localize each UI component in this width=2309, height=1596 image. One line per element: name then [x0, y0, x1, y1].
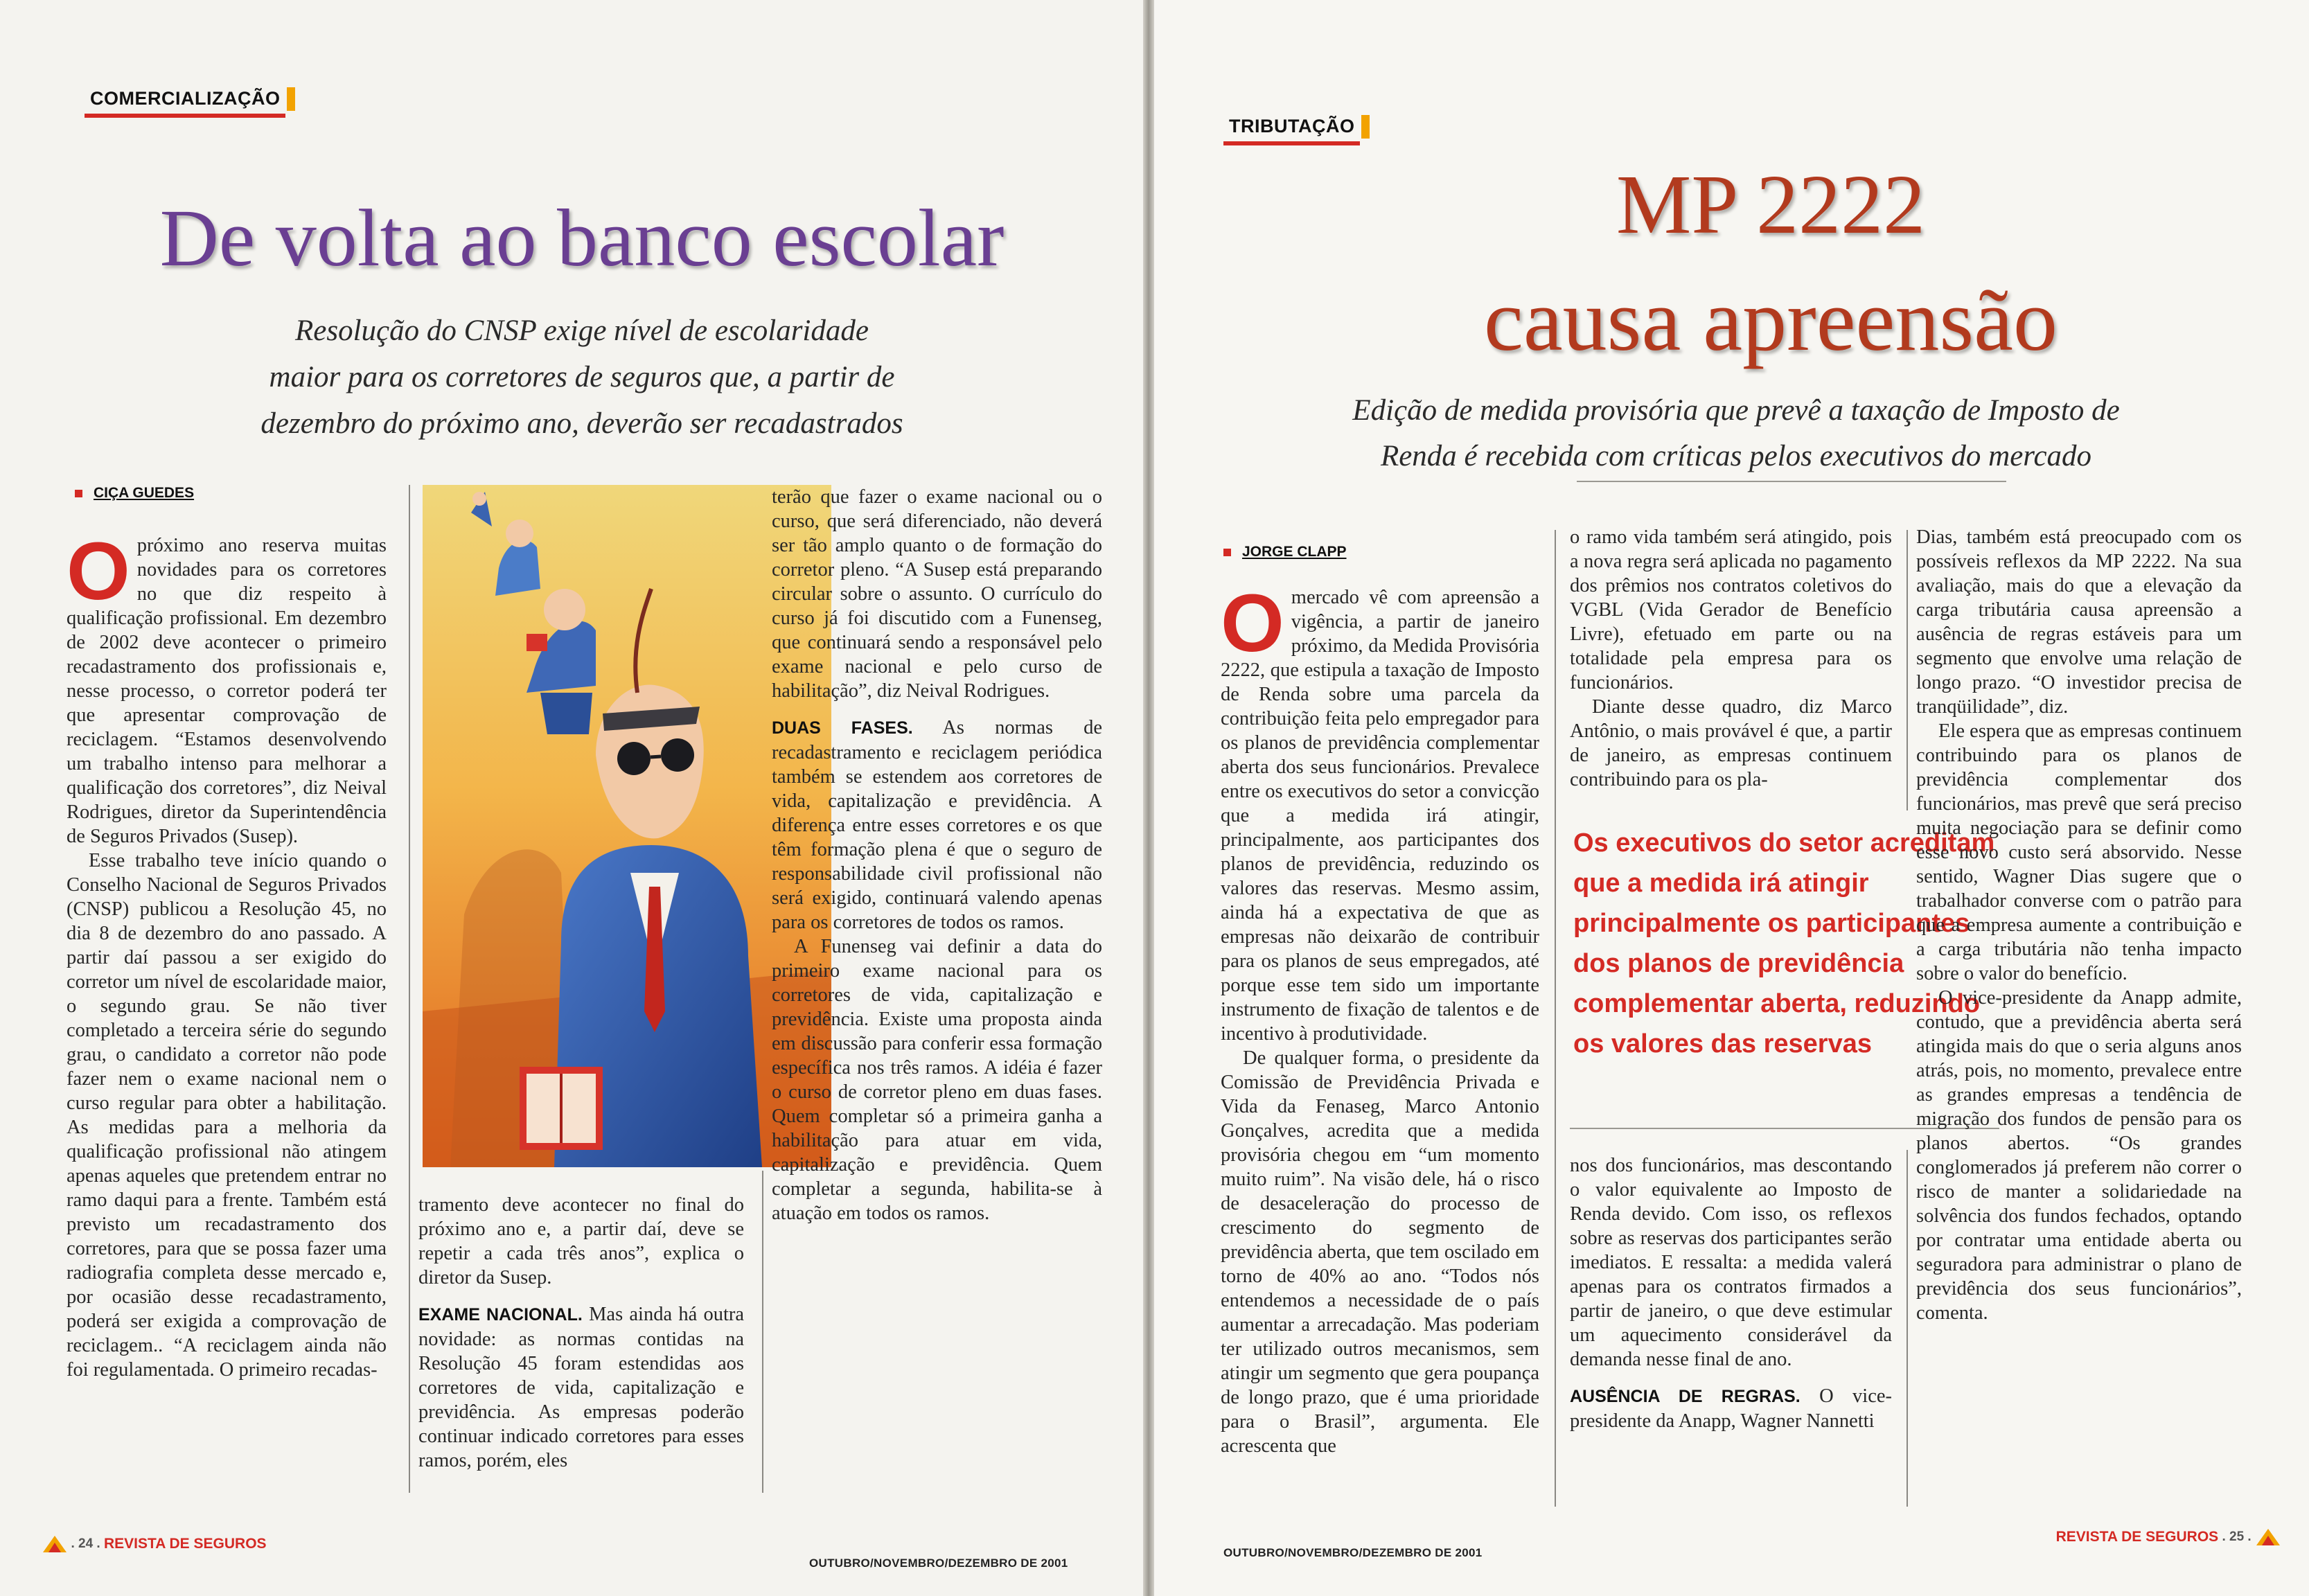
paragraph: nos dos funcionários, mas descontando o valor equivalente ao Imposto de Renda devido. Com isso, os reflexos sobre as reservas dos participantes serão imediatos. E ressalta: a medida valerá apenas para os contratos firmados a partir de janeiro, o que deve estimular um aquecimento considerável da demanda nesse final de ano. — [1570, 1155, 1892, 1370]
deck-rule — [1577, 481, 2006, 482]
section-label-left — [85, 86, 285, 118]
subhead: AUSÊNCIA DE REGRAS. — [1570, 1387, 1801, 1406]
section-label-text: COMERCIALIZAÇÃO — [90, 88, 281, 109]
paragraph: As normas de recadastramento e reciclagem periódica também se estendem aos corretores de vida, capitalização e previdência. A diferença entre esses corretores e os que têm formação plena é que o seguro de responsabilidade civil profissional não será exigido, continuará valendo apenas para os corretores de todos os ramos. — [772, 717, 1102, 933]
column-rule — [1907, 530, 1908, 810]
subhead: EXAME NACIONAL. — [418, 1305, 583, 1324]
magazine-name: REVISTA DE SEGUROS — [2055, 1529, 2219, 1545]
pull-quote: Os executivos do setor acreditam que a medida irá atingir principalmente os participantes dos planos de previdência complementar aberta, reduzindo os valores das reservas — [1573, 828, 1995, 1058]
subhead: DUAS FASES. — [772, 718, 913, 738]
footer-right: REVISTA DE SEGUROS . 25 . — [2056, 1527, 2281, 1547]
deck-line: dezembro do próximo ano, deverão ser recadastrados — [260, 407, 903, 440]
deck-line: Resolução do CNSP exige nível de escolaridade — [295, 314, 869, 347]
byline — [1223, 544, 1347, 560]
section-marker — [287, 87, 295, 111]
column-rule — [1907, 1150, 1908, 1507]
author-name: JORGE CLAPP — [1242, 544, 1347, 560]
spine-gutter — [1143, 0, 1154, 1596]
magazine-logo-icon — [2255, 1527, 2281, 1547]
article-title: De volta ao banco escolar — [159, 193, 1005, 283]
column-rule — [409, 485, 410, 1493]
byline-marker — [75, 490, 82, 497]
body-column-2-top — [1570, 525, 1892, 792]
article-deck — [1258, 388, 2214, 479]
paragraph: Ele espera que as empresas continuem contribuindo para os planos de previdência complementar dos funcionários, mas prevê que será preciso muita negociação para se definir como esse novo custo será absorvido. Nesse sentido, Wagner Dias sugere que o trabalhador converse com o patrão para que a empresa aumente a contribuição e a carga tributária não tenha impacto sobre o valor do benefício. — [1916, 720, 2242, 984]
byline — [75, 485, 194, 502]
paragraph: A Funenseg vai definir a data do primeiro exame nacional para os corretores de vida, capitalização e previdência. Existe uma proposta ainda em discussão para conferir essa formação específica nos três ramos. A idéia é fazer o curso de corretor pleno em duas fases. Quem completar só a primeira ganha a habilitação para atuar em vida, capitalização e previdência. Quem completar a segunda, habilita-se à atuação em todos os ramos. — [772, 936, 1102, 1224]
footer-left: . 24 . REVISTA DE SEGUROS — [42, 1534, 267, 1554]
magazine-logo-icon — [42, 1534, 68, 1554]
paragraph: Mas ainda há outra novidade: as normas contidas na Resolução 45 foram estendidas aos corretores de vida, capitalização e previdência. As empresas poderão continuar indicado corretores para esses ramos, porém, eles — [418, 1304, 745, 1471]
paragraph: próximo ano reserva muitas novidades para os corretores no que diz respeito à qualificação profissional. Em dezembro de 2002 deve acontecer o primeiro recadastramento dos profissionais e, nesse processo, o corretor poderá ter que apresentar comprovação de reciclagem. “Estamos desenvolvendo um trabalho intenso para melhorar a qualificação dos corretores”, diz Neival Rodrigues, diretor da Superintendência de Seguros Privados (Susep). — [67, 535, 387, 847]
paragraph: mercado vê com apreensão a vigência, a partir de janeiro próximo, da Medida Provisória 2222, que estipula a taxação de Imposto de Renda sobre uma parcela da contribuição feita pelo empregador para os planos de previdência complementar aberta dos seus funcionários. Prevalece entre os executivos do setor a convicção que a medida irá atingir, principalmente, aos participantes dos planos de previdência, reduzindo os valores das reservas. Mesmo assim, ainda há a expectativa de que as empresas não deixarão de contribuir para os planos de seus empregados, até porque esse tem sido um importante instrumento de fixação de talentos e de incentivo à produtividade. — [1221, 587, 1539, 1045]
paragraph: Esse trabalho teve início quando o Conselho Nacional de Seguros Privados (CNSP) publicou a Resolução 45, no dia 8 de dezembro do ano passado. A partir daí passou a ser exigido do corretor um nível de escolaridade maior, o segundo grau. Se não tiver completado a terceira série do segundo grau, o candidato a corretor não pode fazer nem o exame nacional nem o curso regular para obter a habilitação. As medidas para a melhoria da qualificação profissional não atingem apenas aqueles que pretendem entrar no ramo daqui para a frente. Também está previsto um recadastramento dos corretores, para que se possa fazer uma radiografia completa desse mercado e, por ocasião desse recadastramento, poderá ser exigida a comprovação de reciclagem.. “A reciclagem ainda não foi regulamentada. O primeiro recadas- — [67, 850, 387, 1381]
author-name: CIÇA GUEDES — [94, 485, 195, 501]
body-column-2-bottom — [1570, 1153, 1892, 1433]
issue-date: OUTUBRO/NOVEMBRO/DEZEMBRO DE 2001 — [809, 1557, 1068, 1570]
drop-cap: O — [67, 526, 130, 617]
section-marker — [1361, 115, 1370, 139]
page-number: 24 — [78, 1536, 94, 1551]
paragraph: terão que fazer o exame nacional ou o curso, que será diferenciado, não deverá ser tão amplo quanto o de formação do corretor pleno. “A Susep está preparando circular sobre o assunto. O currículo do curso já foi discutido com a Funenseg, que continuará sendo a responsável pelo exame nacional e pelo curso de habilitação”, diz Neival Rodrigues. — [772, 486, 1102, 702]
article-deck — [180, 308, 984, 447]
section-label-right — [1223, 114, 1360, 145]
body-column-2 — [418, 1193, 744, 1473]
illustration — [423, 485, 831, 1167]
illustration-image — [423, 485, 831, 1167]
magazine-name: REVISTA DE SEGUROS — [104, 1536, 267, 1552]
paragraph: o ramo vida também será atingido, pois a nova regra será aplicada no pagamento dos prêmios nos contratos coletivos do VGBL (Vida Gerador de Benefício Livre), efetuado em parte ou na totalidade pela empresa para os funcionários. — [1570, 526, 1892, 693]
paragraph: tramento deve acontecer no final do próximo ano e, a partir daí, deve se repetir a cada três anos”, explica o diretor da Susep. — [418, 1194, 744, 1288]
right-page — [1154, 0, 2309, 1596]
body-column-3 — [1916, 525, 2242, 1325]
column-rule — [1555, 530, 1556, 1507]
paragraph: Diante desse quadro, diz Marco Antônio, o mais provável é que, a partir de janeiro, as empresas continuem contribuindo para os pla- — [1570, 696, 1892, 790]
deck-line: maior para os corretores de seguros que, a partir de — [269, 361, 895, 393]
article-title-line-2: causa apreensão — [1484, 271, 2058, 369]
paragraph: O vice-presidente da Anapp, Wagner Nannetti — [1570, 1385, 1893, 1432]
paragraph: O vice-presidente da Anapp admite, contudo, que a previdência aberta será atingida mais do que o seria alguns anos atrás, pois, no momento, prevalece entre as grandes empresas a tendência de migração dos fundos de pensão para os planos abertos. “Os grandes conglomerados já preferem não correr o risco de manter a solidariedade na solvência dos fundos fechados, optando por contratar uma entidade aberta ou seguradora para administrar o plano de previdência dos seus funcionários”, comenta. — [1916, 987, 2242, 1324]
body-column-3 — [772, 485, 1102, 1225]
drop-cap: O — [1221, 578, 1284, 669]
deck-line: Renda é recebida com críticas pelos executivos do mercado — [1380, 440, 2092, 472]
paragraph: De qualquer forma, o presidente da Comissão de Previdência Privada e Vida da Fenaseg, Marco Antonio Gonçalves, acredita que a medida provisória chegou em “um momento muito ruim”. Na visão dele, há o risco de desaceleração do processo de crescimento do segmento de previdência aberta, que tem oscilado em torno de 40% ao ano. “Todos nós entendemos a necessidade de o país aumentar a arrecadação. Mas poderiam ter utilizado outros mecanismos, sem atingir um segmento que gera poupança de longo prazo, que é uma prioridade para o Brasil”, argumenta. Ele acrescenta que — [1221, 1047, 1539, 1457]
article-title-line-1: MP 2222 — [1616, 158, 1926, 251]
body-column-1 — [67, 526, 387, 1382]
deck-line: Edição de medida provisória que prevê a taxação de Imposto de — [1352, 394, 2120, 427]
page-number: 25 — [2229, 1530, 2245, 1544]
column-rule — [762, 1171, 763, 1493]
paragraph: Dias, também está preocupado com os possíveis reflexos da MP 2222. Na sua avaliação, mais do que a elevação da carga tributária causa apreensão a ausência de regras estáveis para um segmento que envolve uma relação de longo prazo. “O investidor precisa de tranqüilidade”, diz. — [1916, 526, 2242, 718]
body-column-1 — [1221, 578, 1539, 1458]
issue-date: OUTUBRO/NOVEMBRO/DEZEMBRO DE 2001 — [1223, 1546, 1483, 1559]
section-label-text: TRIBUTAÇÃO — [1229, 116, 1355, 136]
byline-marker — [1223, 549, 1231, 556]
left-page — [0, 0, 1143, 1596]
